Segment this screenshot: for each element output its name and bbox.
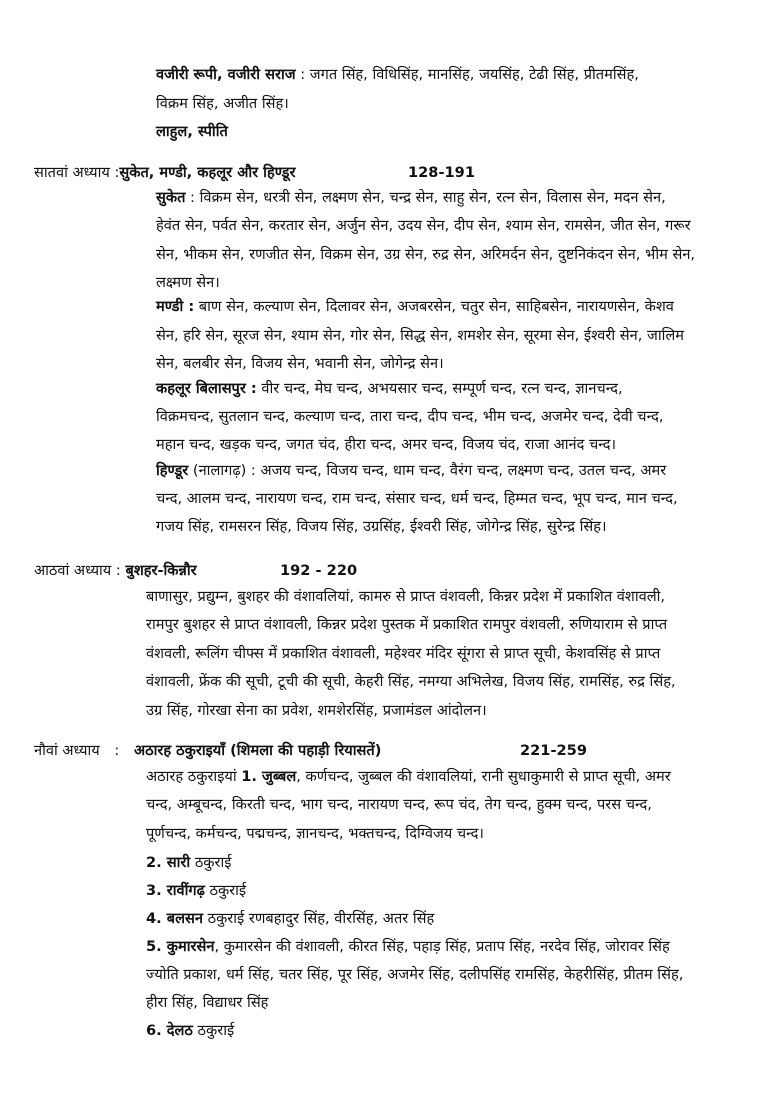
chapter-9-heading xyxy=(34,744,381,759)
intro-line-3: लाहुल, स्पीति xyxy=(156,123,228,140)
chapter-9-text-1b: , कर्णचन्द, जुब्बल की वंशावलियां, रानी सुधाकुमारी से प्राप्त सूची, अमर xyxy=(296,768,671,785)
mandi-text-1: बाण सेन, कल्याण सेन, दिलावर सेन, अजबरसेन, चतुर सेन, साहिबसेन, नारायणसेन, केशव xyxy=(194,298,674,315)
mandi-line-1 xyxy=(156,300,674,315)
mandi-line-3: सेन, बलबीर सेन, विजय सेन, भवानी सेन, जोगेन्द्र सेन। xyxy=(156,355,444,372)
item-5-label: 5. कुमारसेन xyxy=(146,938,215,955)
hindur-label: हिण्डूर xyxy=(156,462,189,479)
kahlur-line-3: महान चन्द, खड़क चन्द, जगत चंद, हीरा चन्द, अमर चन्द, विजय चंद, राजा आनंद चन्द। xyxy=(156,436,617,453)
suket-line-4: लक्ष्मण सेन। xyxy=(156,274,220,291)
chapter-8-line-1: बाणासुर, प्रद्युम्न, बुशहर की वंशावलियां, कामरु से प्राप्त वंशवली, किन्नर प्रदेश में प्रकाशित वंशावली, xyxy=(146,588,666,605)
kahlur-text-1: वीर चन्द, मेघ चन्द, अभयसार चन्द, सम्पूर्ण चन्द, रत्न चन्द, ज्ञानचन्द, xyxy=(256,380,623,397)
chapter-8-colon: : xyxy=(115,562,121,579)
chapter-8-line-3: वंशवली, रूलिंग चीफ्स में प्रकाशित वंशावली, महेश्वर मंदिर सूंगरा से प्राप्त सूची, केशवसिंह से प्राप्त xyxy=(146,645,661,662)
chapter-7-colon: : xyxy=(114,164,120,181)
hindur-text-1: (नालागढ़) : अजय चन्द, विजय चन्द, धाम चन्द, वैरंग चन्द, लक्ष्मण चन्द, उतल चन्द, अमर xyxy=(188,462,667,479)
hindur-line-1 xyxy=(156,464,666,479)
chapter-8-line-4: वंशावली, फ्रेंक की सूची, टूची की सूची, केहरी सिंह, नमग्या अभिलेख, विजय सिंह, रामसिंह, रुद्र सिंह, xyxy=(146,673,676,690)
item-4-text: ठकुराई रणबहादुर सिंह, वीरसिंह, अतर सिंह xyxy=(202,910,435,927)
jubbal-label: 1. जुब्बल xyxy=(241,768,297,785)
kahlur-label: कहलूर बिलासपुर : xyxy=(156,380,257,397)
kahlur-line-1 xyxy=(156,382,623,397)
item-3-label: 3. रावींगढ़ xyxy=(146,882,205,899)
chapter-8-line-5: उग्र सिंह, गोरखा सेना का प्रवेश, शमशेरसिंह, प्रजामंडल आंदोलन। xyxy=(146,702,487,719)
chapter-8-label: आठवां अध्याय xyxy=(34,562,112,579)
item-6-label: 6. देलठ xyxy=(146,1022,193,1039)
item-5 xyxy=(146,940,670,955)
suket-label: सुकेत xyxy=(156,189,186,206)
item-5-line-2: ज्योति प्रकाश, धर्म सिंह, चतर सिंह, पूर सिंह, अजमेर सिंह, दलीपसिंह रामसिंह, केहरीसिंह, प्रीतम सिंह, xyxy=(146,966,684,983)
item-6-text: ठकुराई xyxy=(192,1022,235,1039)
chapter-9-line-2: चन्द, अम्बूचन्द, किरती चन्द, भाग चन्द, नारायण चन्द, रूप चंद, तेग चन्द, हुक्म चन्द, परस चन्द, xyxy=(146,796,652,813)
item-3 xyxy=(146,884,246,899)
chapter-8-heading xyxy=(34,564,197,579)
item-6 xyxy=(146,1024,234,1039)
item-5-line-3: हीरा सिंह, विद्याधर सिंह xyxy=(146,994,269,1011)
intro-line-2: विक्रम सिंह, अजीत सिंह। xyxy=(156,95,289,112)
suket-line-1 xyxy=(156,191,666,206)
item-5-text: , कुमारसेन की वंशावली, कीरत सिंह, पहाड़ सिंह, प्रताप सिंह, नरदेव सिंह, जोरावर सिंह xyxy=(214,938,670,955)
chapter-8-title: बुशहर-किन्नौर xyxy=(125,562,197,579)
chapter-7-pages: 128-191 xyxy=(408,164,475,181)
kahlur-line-2: विक्रमचन्द, सुतलान चन्द, कल्याण चन्द, तारा चन्द, दीप चन्द, भीम चन्द, अजमेर चन्द, देवी चन्द, xyxy=(156,408,664,425)
item-2-text: ठकुराई xyxy=(190,854,232,871)
suket-line-3: सेन, भीकम सेन, रणजीत सेन, विक्रम सेन, उग्र सेन, रुद्र सेन, अरिमर्दन सेन, दुष्टनिकंदन सेन, भीम सेन, xyxy=(156,246,696,263)
chapter-7-title: सुकेत, मण्डी, कहलूर और हिण्डूर xyxy=(119,164,296,181)
chapter-7-label: सातवां अध्याय xyxy=(34,164,110,181)
chapter-9-line-3: पूर्णचन्द, कर्मचन्द, पद्मचन्द, ज्ञानचन्द, भक्तचन्द, दिग्विजय चन्द। xyxy=(146,825,484,842)
intro-names-1: : जगत सिंह, विधिसिंह, मानसिंह, जयसिंह, टेढी सिंह, प्रीतमसिंह, xyxy=(295,66,639,83)
item-4 xyxy=(146,912,434,927)
item-2-label: 2. सारी xyxy=(146,854,191,871)
chapter-9-title: अठारह ठकुराइयाँ (शिमला की पहाड़ी रियासतें) xyxy=(133,742,382,759)
item-4-label: 4. बलसन xyxy=(146,910,203,927)
item-2 xyxy=(146,856,231,871)
chapter-9-label: नौवां अध्याय xyxy=(34,742,100,759)
chapter-9-line-1 xyxy=(146,770,671,785)
hindur-line-2: चन्द, आलम चन्द, नारायण चन्द, राम चन्द, संसार चन्द, धर्म चन्द, हिम्मत चन्द, भूप चन्द, मान चन्द, xyxy=(156,490,678,507)
mandi-label: मण्डी : xyxy=(156,298,195,315)
chapter-8-pages: 192 - 220 xyxy=(280,562,358,579)
chapter-9-colon: : xyxy=(114,742,120,759)
chapter-8-line-2: रामपुर बुशहर से प्राप्त वंशावली, किन्नर प्रदेश पुस्तक में प्रकाशित रामपुर वंशवली, रुणियाराम से प्राप्त xyxy=(146,616,668,633)
mandi-line-2: सेन, हरि सेन, सूरज सेन, श्याम सेन, गोर सेन, सिद्ध सेन, शमशेर सेन, सूरमा सेन, ईश्वरी सेन, जालिम xyxy=(156,327,685,344)
chapter-9-text-1a: अठारह ठकुराइयां xyxy=(146,768,242,785)
hindur-line-3: गजय सिंह, रामसरन सिंह, विजय सिंह, उग्रसिंह, ईश्वरी सिंह, जोगेन्द्र सिंह, सुरेन्द्र सिंह। xyxy=(156,518,607,535)
intro-line-1 xyxy=(156,68,639,83)
chapter-7-heading xyxy=(34,166,295,181)
chapter-9-pages: 221-259 xyxy=(520,742,587,759)
intro-label: वजीरी रूपी, वजीरी सराज xyxy=(156,66,296,83)
suket-line-2: हेवंत सेन, पर्वत सेन, करतार सेन, अर्जुन सेन, उदय सेन, दीप सेन, श्याम सेन, रामसेन, जीत सेन, गरूर xyxy=(156,217,691,234)
suket-text-1: : विक्रम सेन, धरत्री सेन, लक्ष्मण सेन, चन्द्र सेन, साहु सेन, रत्न सेन, विलास सेन, मदन सेन, xyxy=(185,189,666,206)
item-3-text: ठकुराई xyxy=(204,882,247,899)
